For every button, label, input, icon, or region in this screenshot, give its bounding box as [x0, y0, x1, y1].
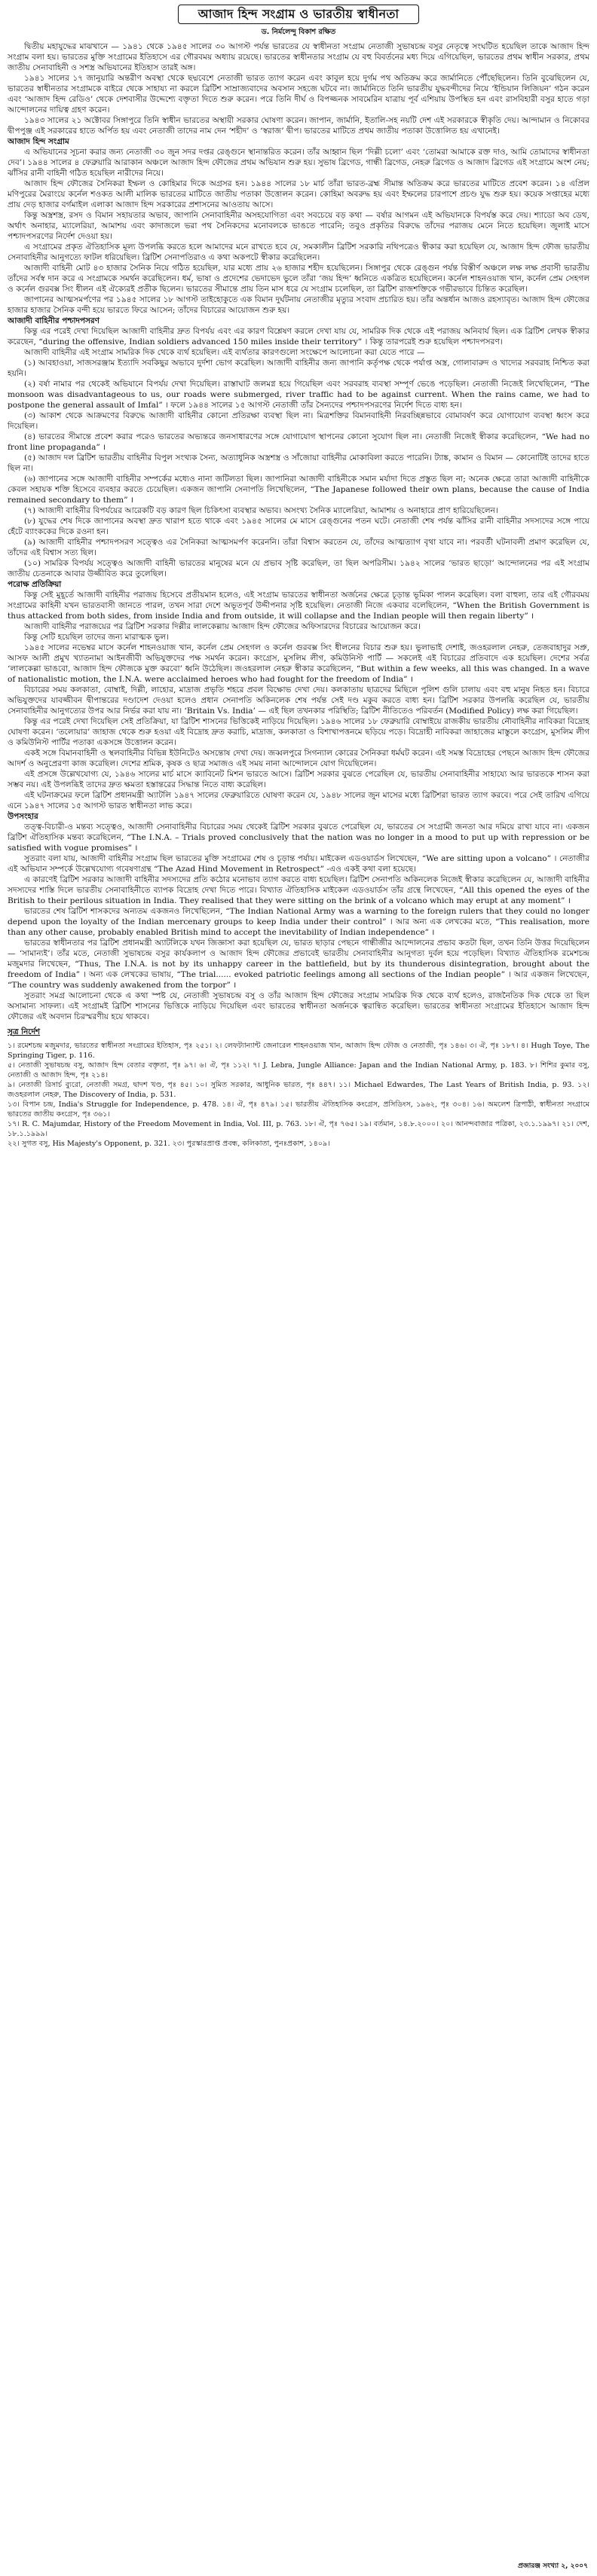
section-heading: আজাদী বাহিনীর পশ্চাদপসরণ	[8, 316, 100, 325]
paragraph: ১৯৪৫ সালের নভেম্বর মাসে কর্নেল শাহনওয়াজ খান, কর্নেল প্রেম সেহগল ও কর্নেল গুরবক্স সিং ধীলনের বিচার শুরু হয়। ভুলাভাই দেশাই, জওহরলাল নেহরু, তেজবাহাদুর সপ্রু, আসফ আলী প্রমুখ খ্যাতনামা আইনজীবী অভিযুক্তদের পক্ষ সমর্থন করেন। কংগ্রেস, মুসলিম লীগ, কমিউনিস্ট পার্টি — সকলেই এই বিচারের প্রতিবাদে এক হয়েছিল। দেশের সর্বত্র ‘লালকেল্লা ভাঙবো, আজাদ হিন্দ ফৌজকে মুক্ত করবো’ ধ্বনি উঠেছিল। জওহরলাল নেহরু স্বীকার করেছিলেন, “But within a few weeks, all this was changed. In a wave of nationalistic motion, the I.N.A. were acclaimed heroes who had fought for the freedom of India” ।	[8, 643, 589, 684]
paragraph: ১৯৪৩ সালের ২১ অক্টোবর সিঙ্গাপুরে তিনি স্বাধীন ভারতের অস্থায়ী সরকার ঘোষণা করেন। জাপান, জার্মানি, ইতালি-সহ নয়টি দেশ এই সরকারকে স্বীকৃতি দেয়। আন্দামান ও নিকোবর দ্বীপপুঞ্জ এই সরকারের হাতে অর্পিত হয় এবং নেতাজী তাদের নাম দেন ‘শহীদ’ ও ‘স্বরাজ’ দ্বীপ। ভারতের মাটিতে প্রথম জাতীয় পতাকা উত্তোলিত হয় এখানেই।	[8, 116, 589, 136]
list-item: (১০) সামরিক বিপর্যয় সত্ত্বেও আজাদী বাহিনী ভারতের মানুষের মনে যে প্রভাব সৃষ্টি করেছিল, তা ছিল অপরিসীম। ১৯৪২ সালের ‘ভারত ছাড়ো’ আন্দোলনের পর এই সংগ্রাম জাতীয় চেতনাকে আবার উজ্জীবিত করে তুলেছিল।	[8, 559, 589, 578]
list-item: (৫) আজাদ দল ব্রিটিশ ভারতীয় বাহিনীর বিপুল সংখ্যক সৈন্য, অত্যাধুনিক অস্ত্রশস্ত্র ও সাঁজোয়া বাহিনীর মোকাবিলা করতে পারেনি। ট্যাঙ্ক, কামান ও বিমান — কোনোটিই তাদের হাতে ছিল না।	[8, 453, 589, 473]
paragraph: বিচারের সময় কলকাতা, বোম্বাই, দিল্লী, লাহোর, মাদ্রাজ প্রভৃতি শহরে প্রবল বিক্ষোভ দেখা দেয়। কলকাতায় ছাত্রদের মিছিলে পুলিশ গুলি চালায় এবং বহু মানুষ নিহত হন। বিচারে অভিযুক্তদের যাবজ্জীবন দ্বীপান্তরের দণ্ডাদেশ দেওয়া হলেও প্রধান সেনাপতি অকিনলেক শেষ পর্যন্ত সেই দণ্ড মকুব করতে বাধ্য হন। ব্রিটিশ সরকার উপলব্ধি করেছিল যে, ভারতীয় সেনাবাহিনীর আনুগত্যের উপর আর নির্ভর করা যায় না। ‘Britain Vs. India’ — এই ছিল তখনকার পরিস্থিতি; ব্রিটিশ নীতিতেও পরিবর্তন (Modified Policy) লক্ষ করা গিয়েছিল।	[8, 685, 589, 716]
paragraph: এই ঘটনাক্রমের ফলে ব্রিটিশ প্রধানমন্ত্রী অ্যাটলি ১৯৪৭ সালের ফেব্রুয়ারিতে ঘোষণা করেন যে, ১৯৪৮ সালের জুন মাসের মধ্যে ব্রিটিশরা ভারত ত্যাগ করবে। পরে সেই তারিখ এগিয়ে এনে ১৯৪৭ সালের ১৫ আগস্ট ভারত স্বাধীনতা লাভ করে।	[8, 791, 589, 810]
paragraph: ভারতের স্বাধীনতার পর ব্রিটিশ প্রধানমন্ত্রী অ্যাটলিকে যখন জিজ্ঞাসা করা হয়েছিল যে, ভারত ছাড়ার পেছনে গান্ধীজীর আন্দোলনের প্রভাব কতটা ছিল, তখন তিনি উত্তর দিয়েছিলেন — ‘সামান্যই’। তাঁর মতে, নেতাজী সুভাষচন্দ্র বসুর কার্যকলাপ ও আজাদ হিন্দ ফৌজের প্রভাবেই ভারতীয় সেনাবাহিনীর আনুগত্য দুর্বল হয়ে পড়েছিল। বিখ্যাত ঐতিহাসিক রমেশচন্দ্র মজুমদার লিখেছেন, “Thus, The I.N.A. is not by its unhappy career in the battlefield, but by its thunderous disintegration, brought about the freedom of India” । অন্য এক লেখকের ভাষায়, “The trial...... evoked patriotic feelings among all sections of the Indian people” । আর একজন লিখেছেন, “The country was suddenly awakened from the torpor” ।	[8, 939, 589, 990]
section-indirect-reaction	[8, 579, 589, 811]
paragraph: কিন্তু অস্ত্রশস্ত্র, রসদ ও বিমান সহায়তার অভাব, জাপানি সেনাবাহিনীর অসহযোগিতা এবং সবচেয়ে বড় কথা — বর্ষার আগমন এই অভিযানকে বিপর্যস্ত করে দেয়। শ্যাডো অব ডেথ, অর্থাৎ অনাহার, ম্যালেরিয়া, আমাশয় এবং কাদাজলে ভরা পথ সৈনিকদের মনোবলকে ভাঙতে পারেনি; তবুও প্রকৃতির বিরুদ্ধে তাঁদের পরাজয় মেনে নিতে হয়েছিল। জুলাই মাসে পশ্চাদপসরণের নির্দেশ দেওয়া হয়।	[8, 211, 589, 241]
paragraph: এ কারণেই ব্রিটিশ সরকার আজাদী বাহিনীর সদস্যদের প্রতি কঠোর মনোভাব ত্যাগ করতে বাধ্য হয়েছিল। ব্রিটিশ সেনাপতি অকিনলেক নিজেই স্বীকার করেছিলেন যে, আজাদী বাহিনীর সদস্যদের শাস্তি দিলে ভারতীয় সেনাবাহিনীতে ব্যাপক বিদ্রোহ দেখা দিতে পারে। বিখ্যাত ঐতিহাসিক মাইকেল এডওয়ার্ডস তাঁর গ্রন্থে লিখেছেন, “All this opened the eyes of the British to their perilous situation in India. They realised that they were sitting on the brink of a volcano which may erupt at any moment” ।	[8, 875, 589, 905]
paragraph: দ্বিতীয় মহাযুদ্ধের মাঝখানে — ১৯৪১ থেকে ১৯৪৫ সালের ৩০ আগস্ট পর্যন্ত ভারতের যে স্বাধীনতা সংগ্রাম নেতাজী সুভাষচন্দ্র বসুর নেতৃত্বে সংঘটিত হয়েছিল তাকে আজাদ হিন্দ সংগ্রাম বলা হয়। ভারতের মুক্তি সংগ্রামের ইতিহাসে এর গৌরবময় অধ্যায় রয়েছে। ভারতের স্বাধীনতার সংগ্রাম যে বহু বিবর্তনের মধ্য দিয়ে এগিয়েছিল, ভারতের প্রথম স্বাধীন সরকার, প্রথম জাতীয় সেনাবাহিনী ও সশস্ত্র অভিযানের ইতিহাস তারই অঙ্গ।	[8, 42, 589, 72]
section-heading: আজাদ হিন্দ সংগ্রাম	[8, 137, 69, 146]
paragraph: একই সঙ্গে বিমানবাহিনী ও স্থলবাহিনীর বিভিন্ন ইউনিটেও অসন্তোষ দেখা দেয়। জব্বলপুরে সিগন্যাল কোরের সৈনিকরা ধর্মঘট করেন। এই সমস্ত বিদ্রোহের পেছনে আজাদ হিন্দ ফৌজের আদর্শ ও অনুপ্রেরণা কাজ করেছিল। দেশের শ্রমিক, কৃষক ও ছাত্র সমাজও এই সময় নানা আন্দোলনে যোগ দিয়েছিলেন।	[8, 749, 589, 768]
section-azad-hind-struggle	[8, 136, 589, 316]
reference-item: ৫। নেতাজী সুভাষচন্দ্র বসু, আজাদ হিন্দ বেতার বক্তৃতা, পৃঃ ৯৭। ৬। ঐ, পৃঃ ১১২। ৭। J. Lebra, Jungle Alliance: Japan and the Indian National Army, p. 183. ৮। শিশির কুমার বসু, নেতাজী ও আজাদ হিন্দ, পৃঃ ২১৪।	[8, 1061, 589, 1079]
section-retreat	[8, 316, 589, 579]
paragraph: আজাদ হিন্দ ফৌজের সৈনিকরা ইম্ফল ও কোহিমার দিকে অগ্রসর হন। ১৯৪৪ সালের ১৮ মার্চ তাঁরা ভারত-ব্রহ্ম সীমান্ত অতিক্রম করে ভারতের মাটিতে প্রবেশ করেন। ১৪ এপ্রিল মণিপুরের মৈরাংয়ে কর্নেল শওকত আলী মালিক ভারতের মাটিতে জাতীয় পতাকা উত্তোলন করেন। কোহিমা অবরুদ্ধ হয় এবং ইম্ফলের চারপাশে প্রচণ্ড যুদ্ধ শুরু হয়। কয়েক সপ্তাহের মধ্যে প্রায় দেড় হাজার বর্গমাইল এলাকা আজাদ হিন্দ সরকারের প্রশাসনের আওতায় আসে।	[8, 179, 589, 209]
paragraph: এ সংগ্রামের প্রকৃত ঐতিহাসিক মূল্য উপলব্ধি করতে হলে আমাদের মনে রাখতে হবে যে, সমকালীন ব্রিটিশ সরকারি নথিপত্রেও স্বীকার করা হয়েছিল যে, আজাদ হিন্দ ফৌজ ভারতীয় সেনাবাহিনীর আনুগত্যে ফাটল ধরিয়েছিল। ব্রিটিশ সেনাপতিরাও এ কথা অকপটে স্বীকার করেছিলেন।	[8, 243, 589, 262]
article-body	[8, 41, 589, 1022]
list-item: (১) আবহাওয়া, সাজসরঞ্জাম ইত্যাদি সবকিছুর অভাবে দুর্দশা ভোগ করেছিল। আজাদী বাহিনীর জন্য জাপানি কর্তৃপক্ষ থেকে পর্যাপ্ত অস্ত্র, গোলাবারুদ ও খাদ্যের সরবরাহ নিশ্চিত করা হয়নি।	[8, 359, 589, 378]
paragraph: ১৯৪১ সালের ১৭ জানুয়ারি অন্তরীণ অবস্থা থেকে ছদ্মবেশে নেতাজী ভারত ত্যাগ করেন এবং কাবুল হয়ে দুর্গম পথ অতিক্রম করে জার্মানিতে পৌঁছেছিলেন। তিনি বুঝেছিলেন যে, ভারতের স্বাধীনতার সংগ্রামকে বাইরে থেকে সাহায্য না করলে ব্রিটিশ সাম্রাজ্যবাদের অবসান সহজে ঘটবে না। জার্মানিতে তিনি ভারতীয় যুদ্ধবন্দীদের নিয়ে ‘ইন্ডিয়ান লিজিয়ন’ গঠন করেন এবং ‘আজাদ হিন্দ রেডিও’ থেকে দেশবাসীর উদ্দেশ্যে বক্তৃতা দিতে শুরু করেন। পরে তিনি দীর্ঘ ও বিপজ্জনক সাবমেরিন যাত্রায় পূর্ব এশিয়ায় উপস্থিত হন এবং রাসবিহারী বসুর হাতে গড়া আন্দোলনের দায়িত্ব গ্রহণ করেন।	[8, 74, 589, 114]
paragraph: সুতরাং সমগ্র আলোচনা থেকে এ কথা স্পষ্ট যে, নেতাজী সুভাষচন্দ্র বসু ও তাঁর আজাদ হিন্দ ফৌজের সংগ্রাম সামরিক দিক থেকে ব্যর্থ হলেও, রাজনৈতিক দিক থেকে তা ছিল অসামান্য সাফল্য। এই সংগ্রামই ব্রিটিশ শাসনের ভিত্তিকে নাড়িয়ে দিয়েছিল এবং ভারতের স্বাধীনতা অর্জনকে ত্বরান্বিত করেছিল। ভারতের স্বাধীনতা সংগ্রামের ইতিহাসে আজাদ হিন্দ ফৌজের এই অবদান চিরস্মরণীয় হয়ে থাকবে।	[8, 991, 589, 1021]
reference-item: ২২। সুগত বসু, His Majesty's Opponent, p. 321. ২৩। পুরস্কারপ্রাপ্ত প্রবন্ধ, কলিকাতা, পুনঃপ্রকাশ, ১৪০৯।	[8, 1140, 330, 1148]
paragraph: জাপানের আত্মসমর্পণের পর ১৯৪৫ সালের ১৮ আগস্ট তাইহোকুতে এক বিমান দুর্ঘটনায় নেতাজীর মৃত্যুর সংবাদ প্রচারিত হয়। তাঁর অন্তর্ধান আজও রহস্যাবৃত। আজাদ হিন্দ ফৌজের হাজার হাজার সৈনিক বন্দী হয়ে ভারতে ফিরে আসেন; তাঁদের বিচারের আয়োজন শুরু হয়।	[8, 295, 589, 315]
page-footer: প্রজারঞ্জ সংখ্যা ২, ২০০৭	[517, 2562, 588, 2570]
section-conclusion	[8, 811, 589, 1022]
paragraph: কিন্তু সেটি হয়েছিল তাদের জন্য মারাত্মক ভুল।	[24, 633, 170, 642]
reference-item: ১। রমেশচন্দ্র মজুমদার, ভারতের স্বাধীনতা সংগ্রামের ইতিহাস, পৃঃ ২৫১। ২। লেফট্যান্যান্ট জেনারেল শাহনওয়াজ খান, আজাদ হিন্দ ফৌজ ও নেতাজী, পৃঃ ১৪৬। ৩। ঐ, পৃঃ ১৮৭। ৪। Hugh Toye, The Springing Tiger, p. 116.	[8, 1042, 589, 1060]
references-heading: সূত্র নির্দেশ	[8, 1027, 41, 1036]
reference-item: ১৩। বিপান চন্দ্র, India's Struggle for Independence, p. 478. ১৪। ঐ, পৃঃ ৪৭৯। ১৫। ভারতীয় ঐতিহাসিক কংগ্রেস, প্রসিডিংস, ১৯৬২, পৃঃ ৩০৪। ১৬। অমলেশ ত্রিপাঠী, স্বাধীনতা সংগ্রামে ভারতের জাতীয় কংগ্রেস, পৃঃ ৩৬১।	[8, 1100, 589, 1119]
paragraph: আজাদী বাহিনীর এই সংগ্রাম সামরিক দিক থেকে ব্যর্থ হয়েছিল। এই ব্যর্থতার কারণগুলো সংক্ষেপে আলোচনা করা যেতে পারে —	[24, 348, 425, 357]
paragraph: এ অভিযানের সূচনা করার জন্য নেতাজী ৩০ জুন সদর দপ্তর রেঙ্গুনে স্থানান্তরিত করেন। তাঁর আহ্বান ছিল ‘দিল্লী চলো’ এবং ‘তোমরা আমাকে রক্ত দাও, আমি তোমাদের স্বাধীনতা দেব’। ১৯৪৪ সালের ৪ ফেব্রুয়ারি আরাকান অঞ্চলে আজাদ হিন্দ ফৌজের প্রথম অভিযান শুরু হয়। সুভাষ ব্রিগেড, গান্ধী ব্রিগেড, নেহরু ব্রিগেড ও আজাদ ব্রিগেড এই সংগ্রামে অংশ নেয়; ঝাঁসির রানী বাহিনী গঠিত হয়েছিল নারীদের নিয়ে।	[8, 148, 589, 178]
list-item: (৮) যুদ্ধের শেষ দিকে জাপানের অবস্থা দ্রুত খারাপ হতে থাকে এবং ১৯৪৫ সালের মে মাসে রেঙ্গুনের পতন ঘটে। নেতাজী শেষ পর্যন্ত ঝাঁসির রানী বাহিনীর সদস্যদের সঙ্গে পায়ে হেঁটে ব্যাংককের দিকে রওনা হন।	[8, 517, 589, 536]
list-item: (৩) আকাশ থেকে আক্রমণের বিরুদ্ধে আজাদী বাহিনীর কোনো প্রতিরক্ষা ব্যবস্থা ছিল না। মিত্রশক্তির বিমানবাহিনী নিরবচ্ছিন্নভাবে বোমাবর্ষণ করে যোগাযোগ ব্যবস্থা ধ্বংস করে দিয়েছিল।	[8, 411, 589, 431]
paragraph: আজাদী বাহিনী মোট ৪৩ হাজার সৈনিক নিয়ে গঠিত হয়েছিল, যার মধ্যে প্রায় ২৬ হাজার শহীদ হয়েছিলেন। সিঙ্গাপুর থেকে রেঙ্গুন পর্যন্ত বিস্তীর্ণ অঞ্চলে লক্ষ লক্ষ প্রবাসী ভারতীয় তাঁদের সর্বস্ব দান করে এ সংগ্রামকে সমর্থন করেছিলেন। ধর্ম, ভাষা ও প্রদেশের ভেদাভেদ ভুলে তাঁরা ‘জয় হিন্দ’ ধ্বনিতে একত্রিত হয়েছিলেন। কর্নেল শাহনওয়াজ খান, কর্নেল প্রেম সেহগল ও কর্নেল গুরবক্স সিং ধীলন এই ঐক্যেরই প্রতীক ছিলেন। ভারতের সীমান্তে প্রায় তিন মাস ধরে যে সংগ্রাম চলেছিল, তা ব্রিটিশ রাজশক্তিকে গভীরভাবে চিন্তিত করেছিল।	[8, 264, 589, 294]
paragraph: আজাদী বাহিনীর পরাজয়ের পর ব্রিটিশ সরকার দিল্লীর লালকেল্লায় আজাদ হিন্দ ফৌজের অফিসারদের বিচারের আয়োজন করে।	[24, 622, 421, 631]
list-item: (৯) আজাদী বাহিনীর পশ্চাদপসরণ সত্ত্বেও এর সৈনিকরা আত্মসমর্পণ করেননি। তাঁরা বিশ্বাস করতেন যে, তাঁদের আত্মত্যাগ বৃথা যাবে না। পরবর্তী ঘটনাবলী প্রমাণ করেছিল যে, তাঁদের এই বিশ্বাস সত্য ছিল।	[8, 538, 589, 557]
reference-item: ৯। নেতাজী রিসার্চ ব্যুরো, নেতাজী সমগ্র, দ্বাদশ খণ্ড, পৃঃ ৪৫। ১০। সুমিত সরকার, আধুনিক ভারত, পৃঃ ৪৪৭। ১১। Michael Edwardes, The Last Years of British India, p. 93. ১২। জওহরলাল নেহরু, The Discovery of India, p. 531.	[8, 1081, 589, 1099]
paragraph: তত্ত্ব-বিচারী-ও মন্তব্য সত্ত্বেও, আজাদী সেনাবাহিনীর বিচারের সময় থেকেই ব্রিটিশ সরকার বুঝতে পেরেছিল যে, ভারতের সে সংগ্রামী জনতা আর দমিয়ে রাখা যাবে না। একজন ব্রিটিশ ঐতিহাসিক মন্তব্য করেছিলেন, “The I.N.A. – Trials proved conclusively that the nation was no longer in a mood to put up with repression or be satisfied with vogue promises” ।	[8, 823, 589, 853]
paragraph: কিন্তু এর পরেই দেখা দিয়েছিল আজাদী বাহিনীর দ্রুত বিপর্যয় এবং এর কারণ বিশ্লেষণ করলে দেখা যায় যে, সামরিক দিক থেকে এই পরাজয় অনিবার্য ছিল। এক ব্রিটিশ লেখক স্বীকার করেছেন, “during the offensive, Indian soldiers advanced 150 miles inside their territory” । কিন্তু তারপরেই শুরু হয়েছিল পশ্চাদপসরণ।	[8, 327, 589, 346]
paragraph: কিন্তু এর পরেই দেখা দিয়েছিল সেই প্রতিক্রিয়া, যা ব্রিটিশ শাসনের ভিত্তিকেই নাড়িয়ে দিয়েছিল। ১৯৪৬ সালের ১৮ ফেব্রুয়ারি বোম্বাইয়ে রাজকীয় ভারতীয় নৌবাহিনীর নাবিকরা বিদ্রোহ ঘোষণা করেন। ‘তলোয়ার’ জাহাজ থেকে শুরু হওয়া এই বিদ্রোহ দ্রুত করাচি, মাদ্রাজ, কলকাতা ও বিশাখাপত্তনমে ছড়িয়ে পড়ে। বিদ্রোহী নাবিকরা জাহাজের মাস্তুলে কংগ্রেস, মুসলিম লীগ ও কমিউনিস্ট পার্টির পতাকা একসঙ্গে উত্তোলন করেন।	[8, 717, 589, 747]
article-title: আজাদ হিন্দ সংগ্রাম ও ভারতীয় স্বাধীনতা	[178, 5, 419, 24]
list-item: (৭) আজাদী বাহিনীর বিপর্যয়ের আরেকটি বড় কারণ ছিল চিকিৎসা ব্যবস্থার অভাব। অসংখ্য সৈনিক ম্যালেরিয়া, আমাশয় ও অনাহারে প্রাণ হারিয়েছিলেন।	[24, 506, 498, 515]
list-item: (৪) ভারতের সীমান্তে প্রবেশ করার পরেও ভারতের অভ্যন্তরে জনসাধারণের সঙ্গে যোগাযোগ স্থাপনের কোনো সুযোগ ছিল না। নেতাজী নিজেই স্বীকার করেছিলেন, “We had no front line propaganda” ।	[8, 432, 589, 452]
list-item: (২) বর্ষা নামার পর থেকেই অভিযানে বিপর্যয় দেখা দিয়েছিল। রাস্তাঘাট জলমগ্ন হয়ে গিয়েছিল এবং সরবরাহ ব্যবস্থা সম্পূর্ণ ভেঙে পড়েছিল। নেতাজী নিজেই লিখেছিলেন, “The monsoon was disadvantageous to us, our roads were submerged, river traffic had to be against current. When the rains came, we had to postpone the general assault of Imfal” । ফলে ১৯৪৪ সালের ১৫ আগস্ট নেতাজী তাঁর সৈন্যদের পশ্চাদপসরণের নির্দেশ দিতে বাধ্য হন।	[8, 380, 589, 410]
list-item: (৬) জাপানের সঙ্গে আজাদী বাহিনীর সম্পর্কের মধ্যেও নানা জটিলতা ছিল। জাপানিরা আজাদী বাহিনীকে সমান মর্যাদা দিতে প্রস্তুত ছিল না; অনেক ক্ষেত্রে তারা আজাদী বাহিনীকে কেবল সহায়ক শক্তি হিসেবে ব্যবহার করতে চেয়েছিল। একজন জাপানি সেনাপতি লিখেছিলেন, “The Japanese followed their own plans, because the cause of India remained secondary to them” ।	[8, 475, 589, 505]
paragraph: কিন্তু সেই মুহূর্তে আজাদী বাহিনীর পরাজয় হিসেবে প্রতীয়মান হলেও, এই সংগ্রাম ভারতের স্বাধীনতা অর্জনের ক্ষেত্রে চূড়ান্ত ভূমিকা পালন করেছিল। বলা বাহুল্য, তার এই গৌরবময় সংগ্রামের কাহিনী যখন ভারতবাসী জানতে পারল, তখন সারা দেশে অভূতপূর্ব উদ্দীপনার সৃষ্টি হয়েছিল। নেতাজী নিজে একবার বলেছিলেন, “When the British Government is thus attacked from both sides, from inside India and from outside, it will collapse and the Indian people will then regain liberty” ।	[8, 591, 589, 621]
paragraph: সুতরাং বলা যায়, আজাদী বাহিনীর সংগ্রাম ছিল ভারতের মুক্তি সংগ্রামের শেষ ও চূড়ান্ত পর্যায়। মাইকেল এডওয়ার্ডস লিখেছেন, “We are sitting upon a volcano” । নেতাজীর এই অভিযান সম্পর্কে উল্লেখযোগ্য গবেষণাগ্রন্থ “The Azad Hind Movement in Retrospect” -এও একই কথা বলা হয়েছে।	[8, 854, 589, 874]
intro-section	[8, 41, 589, 136]
paragraph: ভারতের শেষ ব্রিটিশ শাসকদের অন্যতম একজনও লিখেছিলেন, “The Indian National Army was a warning to the foreign rulers that they could no longer depend upon the loyalty of the Indian mercenary groups to keep India under their control” । আর অন্য এক লেখকের মতে, “This realisation, more than any other cause, probably enabled British mind to accept the inevitability of Indian independence” ।	[8, 907, 589, 937]
reference-item: ১৭। R. C. Majumdar, History of the Freedom Movement in India, Vol. III, p. 763. ১৮। ঐ, পৃঃ ৭৬৫। ১৯। বর্তমান, ১৪.৮.২০০০। ২০। আনন্দবাজার পত্রিকা, ২৩.১.১৯৯৭। ২১। দেশ, ১৮.১.১৯৯৯।	[8, 1120, 589, 1138]
references-list	[8, 1041, 589, 1149]
section-heading: পরোক্ষ প্রতিক্রিয়া	[8, 580, 62, 589]
article-author: ড. নির্মলেন্দু বিকাশ রক্ষিত	[261, 28, 336, 36]
section-heading: উপসংহার	[8, 812, 38, 821]
paragraph: এই প্রসঙ্গে উল্লেখযোগ্য যে, ১৯৪৬ সালের মার্চ মাসে ক্যাবিনেট মিশন ভারতে আসে। ব্রিটিশ সরকার বুঝতে পেরেছিল যে, ভারতীয় সেনাবাহিনীর সাহায্যে আর ভারতকে শাসন করা সম্ভব নয়। এই উপলব্ধিই তাদের দ্রুত ক্ষমতা হস্তান্তরের সিদ্ধান্ত নিতে বাধ্য করেছিল।	[8, 770, 589, 789]
